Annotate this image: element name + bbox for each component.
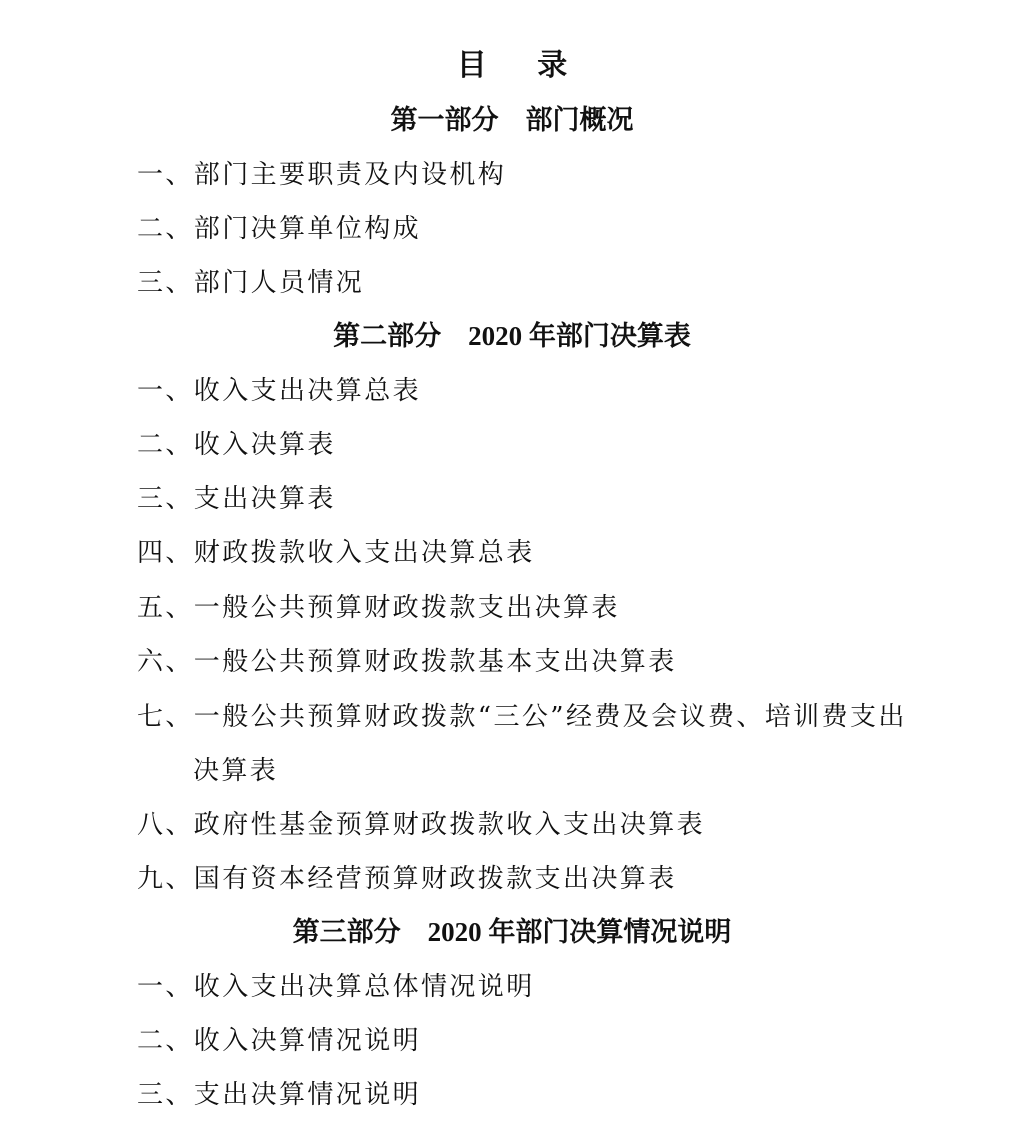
toc-item: 二、收入决算情况说明	[137, 1026, 422, 1056]
toc-item-continuation: 决算表	[193, 756, 279, 786]
toc-item: 七、一般公共预算财政拨款“三公”经费及会议费、培训费支出	[137, 702, 907, 732]
toc-item: 五、一般公共预算财政拨款支出决算表	[137, 593, 620, 623]
toc-item: 三、部门人员情况	[137, 268, 365, 298]
toc-item: 三、支出决算表	[137, 484, 336, 514]
toc-item: 一、收入支出决算总表	[137, 376, 422, 406]
toc-item: 六、一般公共预算财政拨款基本支出决算表	[137, 647, 677, 677]
toc-item: 一、部门主要职责及内设机构	[137, 160, 507, 190]
part-1-heading: 第一部分 部门概况	[390, 105, 634, 135]
toc-item: 八、政府性基金预算财政拨款收入支出决算表	[137, 810, 706, 840]
toc-item: 九、国有资本经营预算财政拨款支出决算表	[137, 864, 677, 894]
toc-item: 一、收入支出决算总体情况说明	[137, 972, 535, 1002]
toc-item: 三、支出决算情况说明	[137, 1080, 422, 1110]
part-2-heading: 第二部分 2020 年部门决算表	[333, 321, 691, 351]
toc-item: 二、收入决算表	[137, 430, 336, 460]
toc-item: 二、部门决算单位构成	[137, 214, 422, 244]
toc-title: 目 录	[456, 48, 588, 83]
toc-item: 四、财政拨款收入支出决算总表	[137, 538, 535, 568]
part-3-heading: 第三部分 2020 年部门决算情况说明	[292, 917, 732, 947]
